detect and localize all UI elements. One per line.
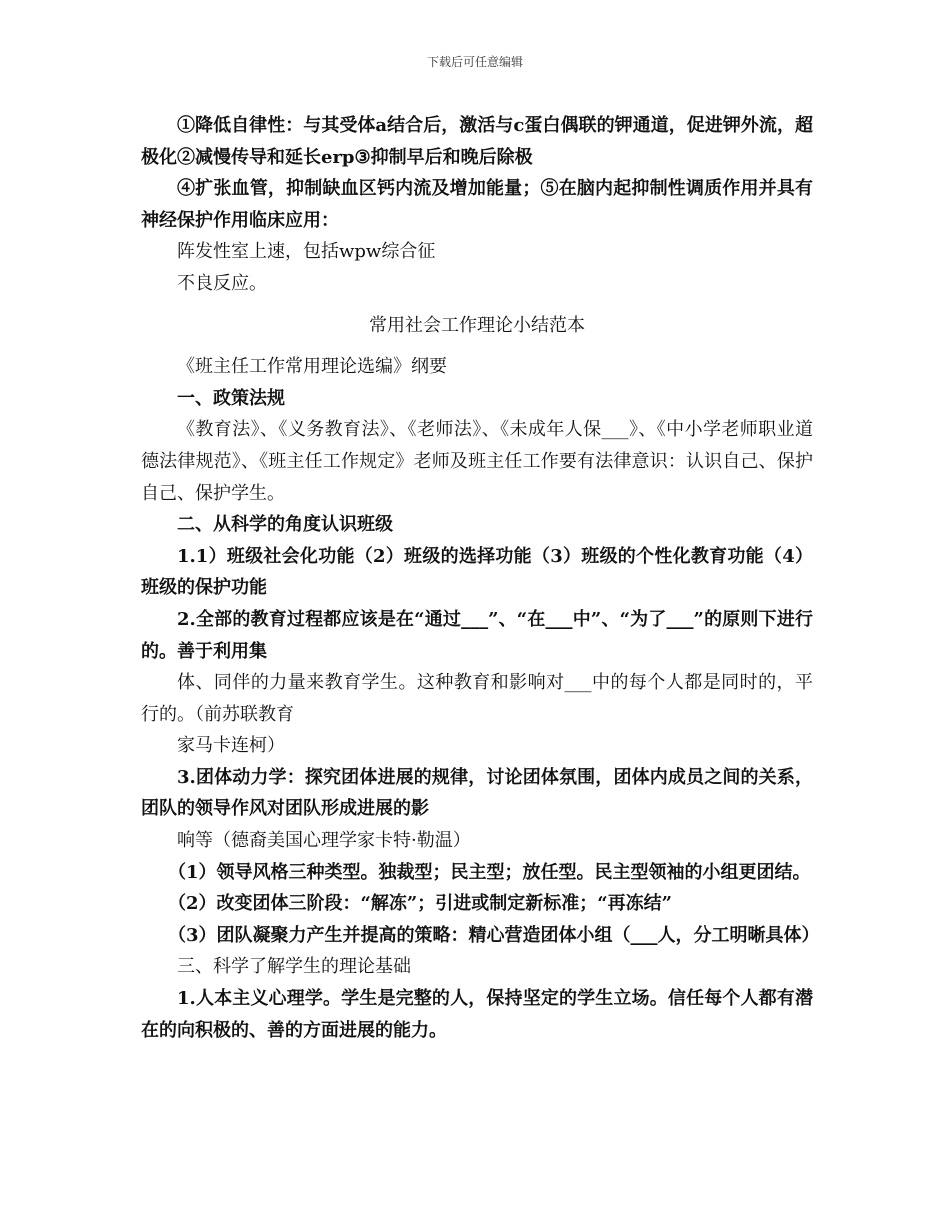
paragraph-education-process: 2.全部的教育过程都应该是在“通过___”、“在___中”、“为了___”的原则下进行的。善于利用集: [141, 608, 813, 662]
section-heading-2: 二、从科学的角度认识班级: [177, 514, 393, 536]
paragraph-laws: 《教育法》、《义务教育法》、《老师法》、《未成年人保___》、《中小学老师职业道德法律规范》、《班主任工作规定》老师及班主任工作要有法律意识：认识自己、保护自己、保护学生。: [141, 419, 813, 504]
section-heading-1: 一、政策法规: [177, 387, 285, 409]
paragraph-adverse: 不良反应。: [177, 272, 267, 294]
paragraph-collective: 体、同伴的力量来教育学生。这种教育和影响对___中的每个人都是同时的，平行的。（前苏联教育: [141, 672, 813, 725]
document-body: [141, 110, 820, 1046]
paragraph-group-dynamics: 3.团体动力学：探究团体进展的规律，讨论团体氛围，团体内成员之间的关系，团队的领导作风对团队形成进展的影: [141, 766, 813, 820]
paragraph-cohesion: （3）团队凝聚力产生并提高的策略：精心营造团体小组（___人，分工明晰具体）: [168, 924, 820, 946]
document-title: 常用社会工作理论小结范本: [369, 314, 585, 336]
paragraph-indication: 阵发性室上速，包括wpw综合征: [177, 241, 436, 263]
page-header: 下载后可任意编辑: [426, 55, 523, 69]
paragraph-change-stages: （2）改变团体三阶段：“解冻”；引进或制定新标准；“再冻结”: [168, 893, 672, 915]
paragraph-leadership-styles: （1）领导风格三种类型。独裁型；民主型；放任型。民主型领袖的小组更团结。: [168, 861, 811, 883]
paragraph-lewin: 响等（德裔美国心理学家卡特·勒温）: [177, 830, 471, 852]
paragraph-makarenko: 家马卡连柯）: [177, 735, 285, 757]
paragraph-pharmacology-2: ④扩张血管，抑制缺血区钙内流及增加能量；⑤在脑内起抑制性调质作用并具有神经保护作用临床应用：: [141, 178, 813, 231]
paragraph-humanistic: 1.人本主义心理学。学生是完整的人，保持坚定的学生立场。信任每个人都有潜在的向积极的、善的方面进展的能力。: [141, 988, 813, 1041]
paragraph-class-functions: 1.1）班级社会化功能（2）班级的选择功能（3）班级的个性化教育功能（4）班级的保护功能: [141, 545, 813, 599]
outline-title: 《班主任工作常用理论选编》纲要: [177, 356, 447, 378]
section-heading-3: 三、科学了解学生的理论基础: [177, 956, 411, 978]
paragraph-pharmacology-1: ①降低自律性：与其受体a结合后，激活与c蛋白偶联的钾通道，促进钾外流，超极化②减慢传导和延长erp③抑制早后和晚后除极: [141, 115, 813, 168]
